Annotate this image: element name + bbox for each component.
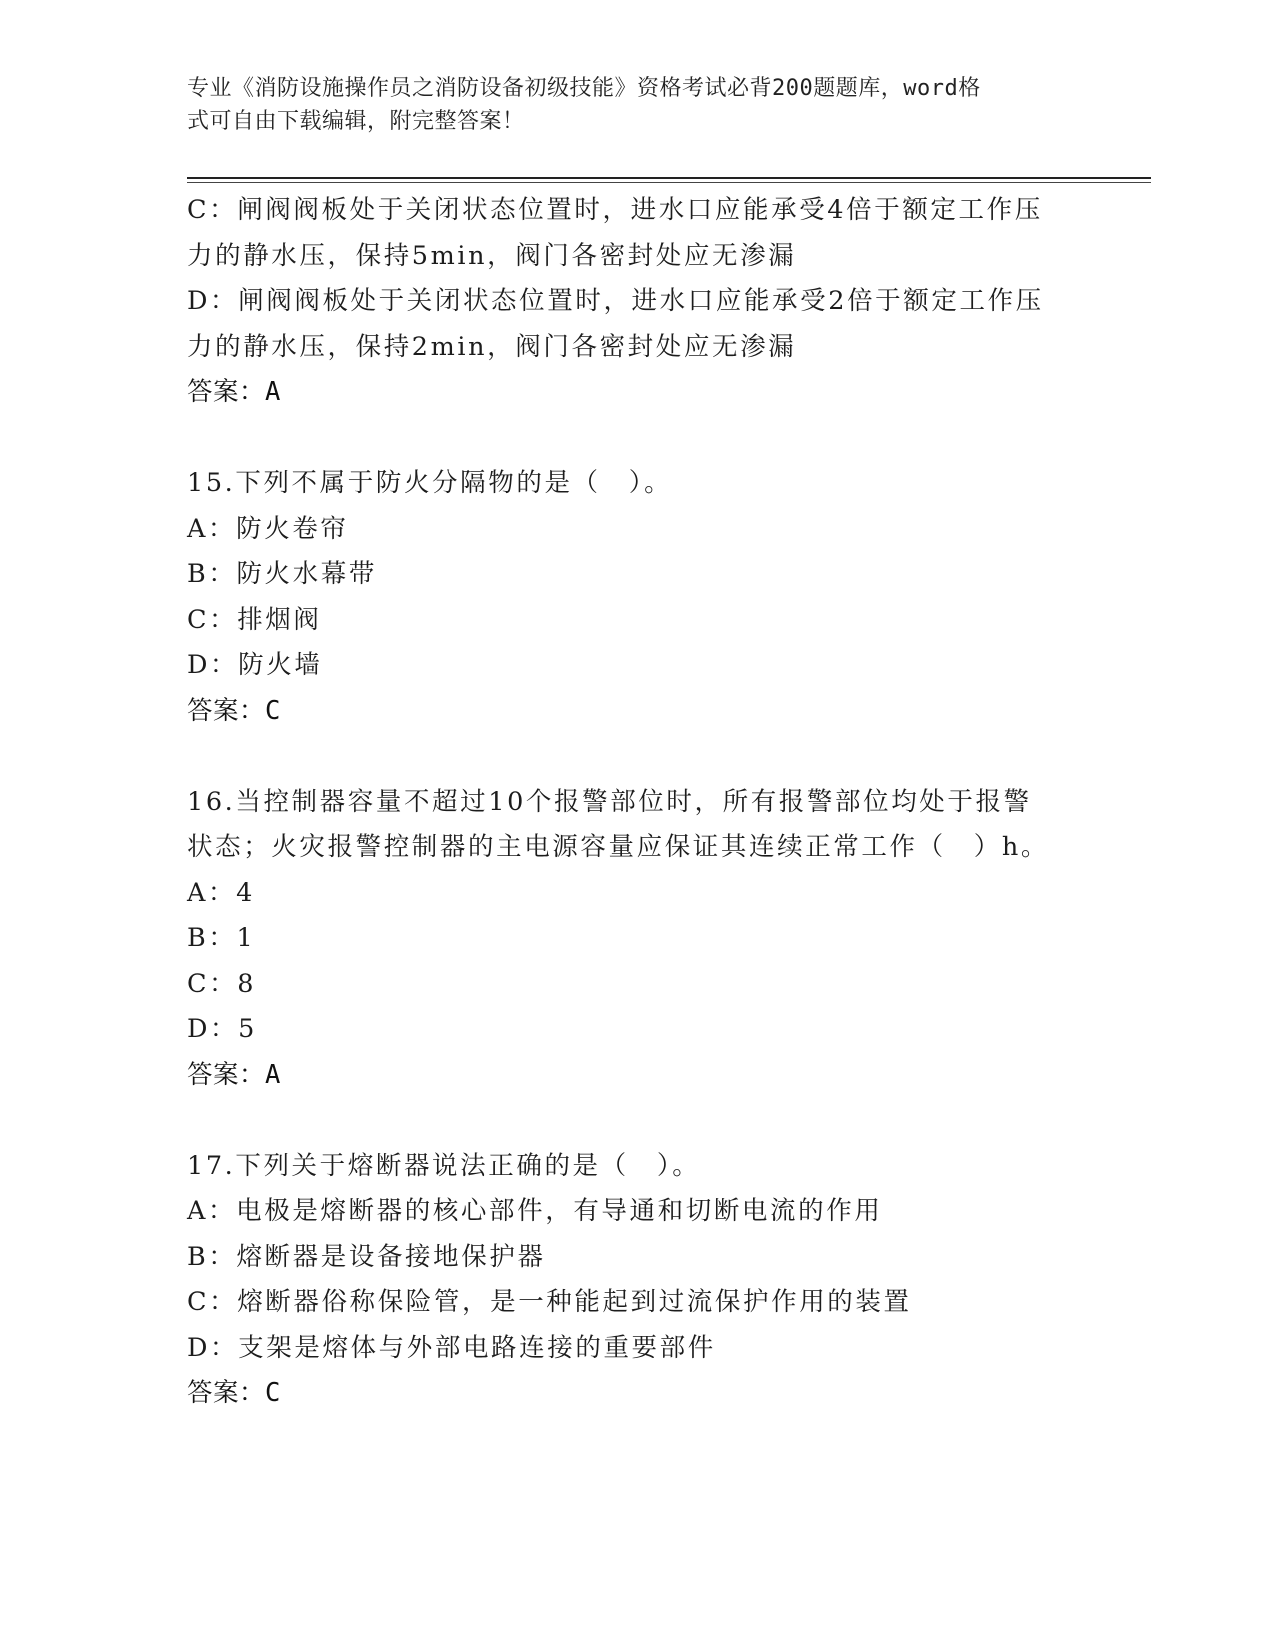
option-c: C：8 (187, 968, 257, 999)
header-line-1: 专业《消防设施操作员之消防设备初级技能》资格考试必背200题题库，word格 (187, 76, 981, 101)
header-line-2: 式可自由下载编辑，附完整答案！ (187, 109, 525, 134)
question-17 (187, 1144, 1087, 1417)
option-d: D：防火墙 (187, 650, 323, 680)
question-15 (187, 461, 1087, 734)
option-c-line-1: C：闸阀阀板处于关闭状态位置时，进水口应能承受4倍于额定工作压 (187, 195, 1043, 225)
spacer (187, 734, 1087, 780)
option-a: A：电极是熔断器的核心部件，有导通和切断电流的作用 (187, 1196, 883, 1226)
option-c-line-2: 力的静水压，保持5min，阀门各密封处应无渗漏 (187, 240, 797, 271)
option-d-line-2: 力的静水压，保持2min，阀门各密封处应无渗漏 (187, 331, 797, 362)
header-rule-thin (187, 182, 1151, 183)
spacer (187, 416, 1087, 462)
option-c: C：熔断器俗称保险管，是一种能起到过流保护作用的装置 (187, 1287, 912, 1317)
question-16 (187, 780, 1087, 1099)
option-b: B：1 (187, 923, 256, 953)
option-a: A：4 (187, 877, 255, 908)
option-b: B：熔断器是设备接地保护器 (187, 1241, 546, 1272)
answer: 答案：A (187, 377, 281, 407)
question-14-continued (187, 188, 1087, 416)
option-a: A：防火卷帘 (187, 513, 349, 544)
spacer (187, 1098, 1087, 1144)
answer: 答案：A (187, 1059, 281, 1090)
option-b: B：防火水幕带 (187, 559, 377, 589)
option-c: C：排烟阀 (187, 604, 322, 635)
option-d: D：5 (187, 1014, 257, 1044)
option-d-line-1: D：闸阀阀板处于关闭状态位置时，进水口应能承受2倍于额定工作压 (187, 286, 1044, 316)
answer: 答案：C (187, 1378, 281, 1408)
header-rule-thick (187, 177, 1151, 179)
question-content (187, 188, 1087, 1417)
question-stem-line-1: 16.当控制器容量不超过10个报警部位时，所有报警部位均处于报警 (187, 786, 1032, 817)
document-header (187, 72, 1087, 138)
question-stem-line-2: 状态；火灾报警控制器的主电源容量应保证其连续正常工作（ ）h。 (187, 832, 1050, 862)
question-stem: 17.下列关于熔断器说法正确的是（ ）。 (187, 1150, 701, 1181)
question-stem: 15.下列不属于防火分隔物的是（ ）。 (187, 468, 673, 498)
answer: 答案：C (187, 695, 281, 726)
option-d: D：支架是熔体与外部电路连接的重要部件 (187, 1332, 716, 1363)
